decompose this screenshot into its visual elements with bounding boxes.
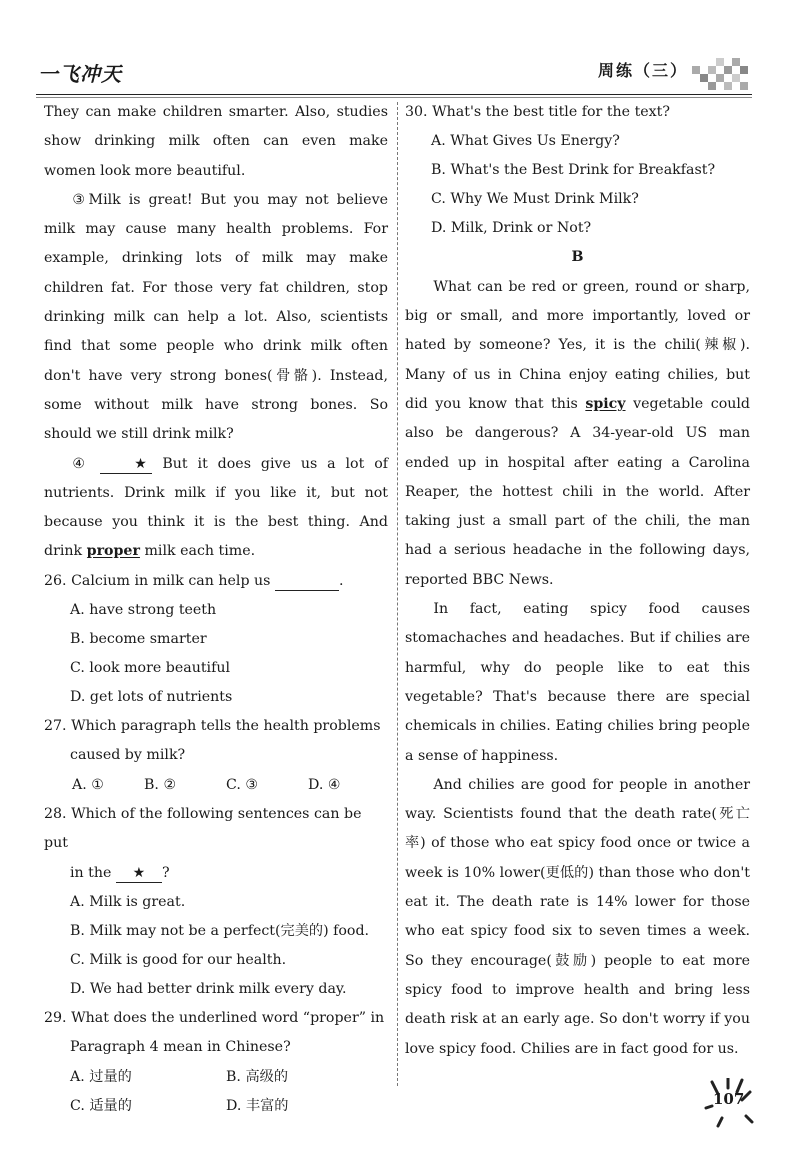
option[interactable]: D. Milk, Drink or Not? [431,220,592,237]
passage-paragraph: In fact, eating spicy food causes stomachaches and headaches. But if chilies are harmful, why do people like to eat this vegetable? That's because there are special chemicals in chilies. Eating chilies bring people a sense of happiness. [405,601,750,764]
option[interactable]: B. What's the Best Drink for Breakfast? [431,162,716,179]
section-title: 周练（三） [598,61,689,80]
header-rule [36,94,752,95]
passage-paragraph: What can be red or green, round or sharp, big or small, and more importantly, loved or hated by someone? Yes, it is the chili(辣椒). Many of us in China enjoy eating chilies, but did you know that this spicy vegetable could also be dangerous? A 34-year-old US man ended up in hospital after eating a Carolina Reaper, the hottest chili in the world. After taking just a small part of the chili, the man had a serious headache in the following days, reported BBC News. [405,278,750,588]
star-blank: ★ [116,864,162,883]
option[interactable]: D. We had better drink milk every day. [70,981,347,998]
option[interactable]: C. ③ [226,776,259,793]
passage-paragraph: ④ ★ But it does give us a lot of nutrients. Drink milk if you like it, but not because you think it is the best thing. And drink proper milk each time. [44,455,389,560]
option[interactable]: B. become smarter [70,631,207,648]
option[interactable]: C. look more beautiful [70,660,231,677]
question-30: 30. What's the best title for the text? A. What Gives Us Energy? B. What's the Best Drink for Breakfast? C. Why We Must Drink Milk? D. Milk, Drink or Not? [405,98,750,243]
paragraph-number: ④ [72,455,91,472]
option[interactable]: C. 适量的 [70,1097,132,1114]
option[interactable]: C. Milk is good for our health. [70,952,287,969]
question-28: 28. Which of the following sentences can be put in the ★ ? A. Milk is great. B. Milk may not be a perfect(完美的) food. C. Milk is good for our health. D. We had better drink milk every day. [44,800,388,1004]
option[interactable]: A. ① [72,776,104,793]
option[interactable]: D. get lots of nutrients [70,689,233,706]
right-column [405,98,750,1064]
checker-pattern-icon [692,52,752,92]
option[interactable]: D. 丰富的 [226,1097,289,1114]
option[interactable]: B. Milk may not be a perfect(完美的) food. [70,923,370,940]
passage-paragraph: ③Milk is great! But you may not believe milk may cause many health problems. For example, drinking lots of milk may make children fat. For those very fat children, stop drinking milk can help a lot. Also, scientists find that some people who drink milk often don't have very strong bones(骨骼). Instead, some without milk have strong bones. So should we still drink milk? [44,191,388,443]
underlined-word-proper: proper [86,543,140,560]
left-column [44,98,388,1121]
option[interactable]: A. Milk is great. [70,894,186,911]
option[interactable]: B. ② [144,776,177,793]
star-blank: ★ [100,455,152,474]
option[interactable]: A. 过量的 [70,1068,132,1085]
question-26: 26. Calcium in milk can help us . A. have strong teeth B. become smarter C. look more beautiful D. get lots of nutrients [44,567,388,712]
underlined-word-spicy: spicy [585,395,626,412]
option[interactable]: D. ④ [308,776,341,793]
page-number: 107 [713,1090,745,1108]
option[interactable]: A. What Gives Us Energy? [431,133,620,150]
book-title: 一飞冲天 [38,62,122,86]
option[interactable]: A. have strong teeth [70,602,217,619]
column-divider [397,102,398,1086]
question-27: 27. Which paragraph tells the health problems caused by milk? A. ① B. ② C. ③ D. ④ [44,712,388,800]
answer-blank [275,572,339,591]
passage-paragraph: And chilies are good for people in another way. Scientists found that the death rate(死亡率) of those who eat spicy food once or twice a week is 10% lower(更低的) than those who don't eat it. The death rate is 14% lower for those who eat spicy food six to seven times a week. So they encourage(鼓励) people to eat more spicy food to improve health and bring less death risk at an early age. So don't worry if you love spicy food. Chilies are in fact good for us. [405,776,750,1057]
passage-paragraph: They can make children smarter. Also, studies show drinking milk often can even make women look more beautiful. [44,104,388,179]
option[interactable]: B. 高级的 [226,1068,289,1085]
option[interactable]: C. Why We Must Drink Milk? [431,191,639,208]
question-29: 29. What does the underlined word “proper” in Paragraph 4 mean in Chinese? A. 过量的 B. 高级的 C. 适量的 D. 丰富的 [44,1004,388,1121]
section-b-heading: B [571,249,584,266]
